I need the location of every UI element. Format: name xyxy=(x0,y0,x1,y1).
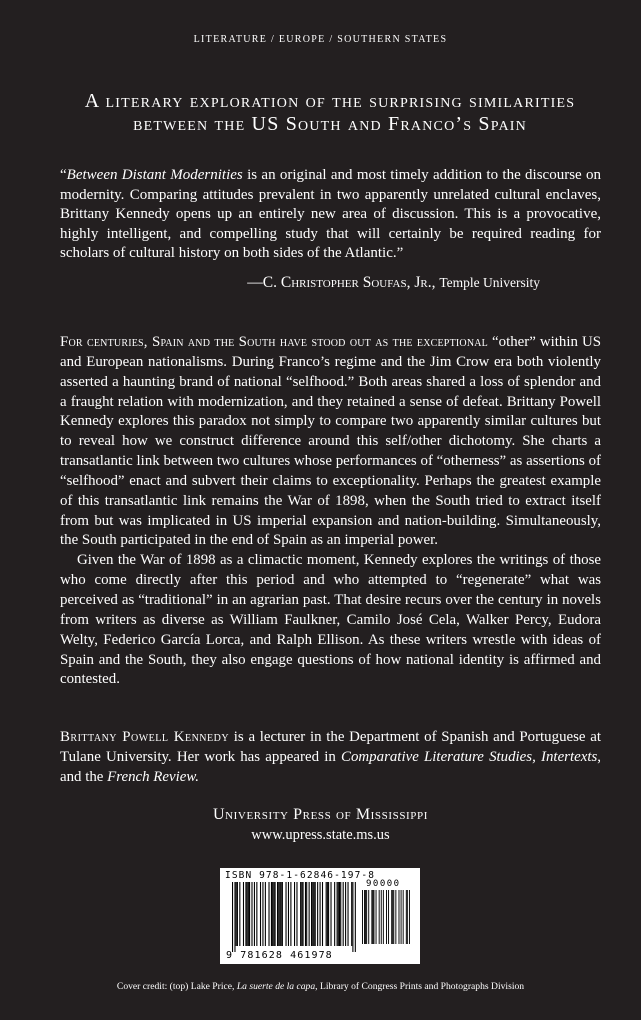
barcode-bar xyxy=(362,890,363,944)
barcode-bar xyxy=(271,882,272,946)
publisher-url: www.upress.state.ms.us xyxy=(251,827,390,843)
barcode-bar xyxy=(254,882,255,946)
barcode-bar xyxy=(340,882,341,946)
barcode-bar xyxy=(262,882,263,946)
barcode-bar xyxy=(338,882,339,946)
barcode-bar xyxy=(379,890,380,944)
publisher-name: University Press of Mississippi xyxy=(212,806,429,823)
headline xyxy=(60,90,600,136)
barcode-bar xyxy=(371,890,372,944)
description-paragraph-1 xyxy=(60,333,601,551)
barcode-bar xyxy=(232,882,233,952)
barcode-bar xyxy=(317,882,318,946)
barcode-bar xyxy=(285,882,286,946)
price-code: 90000 xyxy=(366,879,401,889)
credit-prefix: Cover credit: (top) Lake Price, xyxy=(116,981,237,992)
barcode-bar xyxy=(248,882,249,946)
ean-number: 9 781628 461978 xyxy=(226,950,333,961)
bio-text-2: , and the xyxy=(60,748,601,785)
barcode-bar xyxy=(249,882,250,946)
barcode-bar xyxy=(256,882,257,946)
barcode-bar xyxy=(373,890,374,944)
barcode-bar xyxy=(278,882,279,946)
barcode-bar xyxy=(355,882,356,952)
barcode-bar xyxy=(268,882,269,946)
barcode-bar xyxy=(315,882,316,946)
barcode-bar xyxy=(260,882,261,946)
barcode-bar xyxy=(368,890,369,944)
barcode-bar xyxy=(366,890,367,944)
barcode-bar xyxy=(247,882,248,946)
barcode-bar xyxy=(339,882,340,946)
barcode-bar xyxy=(383,890,384,944)
barcode-bar xyxy=(290,882,291,946)
barcode-bar xyxy=(392,890,393,944)
barcode-bar xyxy=(345,882,346,946)
barcode-bar xyxy=(312,882,313,946)
barcode-bar xyxy=(403,890,404,944)
barcode-bar xyxy=(234,882,235,952)
barcode-bar xyxy=(328,882,329,946)
barcode-bar xyxy=(306,882,307,946)
barcode-bar xyxy=(313,882,314,946)
barcode-bar xyxy=(282,882,283,946)
description-paragraph-2: Given the War of 1898 as a climactic moment, Kennedy explores the writings of those who come directly after this period and who attempted to “regenerate” what was perceived as “traditional” in an agrarian past. That desire recurs over the century in novels from writers as diverse as William Faulkner, Camilo José Cela, Walker Percy, Eudora Welty, Federico García Lorca, and Ralph Ellison. As these writers wrestle with ideas of Spain and the South, they also engage questions of how national identity is affirmed and contested. xyxy=(60,552,601,688)
cover-credit xyxy=(0,981,641,992)
barcode-bar xyxy=(327,882,328,946)
barcode-bar xyxy=(347,882,348,946)
barcode-bar xyxy=(409,890,410,944)
barcode-bar xyxy=(343,882,344,946)
barcode-box xyxy=(220,868,420,964)
barcode-bar xyxy=(251,882,252,946)
barcode-bar xyxy=(391,890,392,944)
barcode-bar xyxy=(352,882,353,952)
bio-journals: Comparative Literature Studies, Intertexts xyxy=(341,748,598,765)
barcode-bar xyxy=(401,890,402,944)
endorser-affiliation: Temple University xyxy=(439,275,540,290)
description-text-1: “other” within US and European nationalisms. During Franco’s regime and the Jim Crow era both violently asserted a haunting brand of national “selfhood.” Both areas shared a loss of splendor and a fraught relation with modernization, and they retained a sense of defeat. Brittany Powell Kennedy explores this paradox not simply to compare two apparently similar cultures but to reveal how we construct difference around this self/other dichotomy. She charts a transatlantic link between two cultures whose performances of “otherness” as assertions of “selfhood” enact and subvert their claims to exceptionality. Perhaps the greatest example of this transatlantic link remains the War of 1898, when the South tried to extract itself from but was implicated in US imperial expansion and nation-building. Simultaneously, the South participated in the end of Spain as an imperial power. xyxy=(60,334,601,549)
barcode-bar xyxy=(265,882,266,946)
category-line: LITERATURE / EUROPE / SOUTHERN STATES xyxy=(193,34,448,45)
barcode-bar xyxy=(296,882,297,946)
barcode-bar xyxy=(245,882,246,946)
barcode-bar xyxy=(330,882,331,946)
addon-barcode xyxy=(362,890,410,950)
barcode-bar xyxy=(320,882,321,946)
barcode-bar xyxy=(334,882,335,946)
barcode-bar xyxy=(386,890,387,944)
headline-line-2: between the US South and Franco’s Spain xyxy=(133,113,527,135)
barcode-bar xyxy=(326,882,327,946)
barcode-bar xyxy=(337,882,338,946)
endorsement-quote: “Between Distant Modernities is an original and most timely addition to the discourse on modernity. Comparing attitudes prevalent in two apparently unrelated cultural enclaves, Brittany Kennedy opens up an entirely new area of discussion. This is a provocative, highly intelligent, and compelling study that will certainly be required reading for scholars of cultural history on both sides of the Atlantic.” xyxy=(60,167,602,262)
barcode-bar xyxy=(406,890,407,944)
barcode-bar xyxy=(376,890,377,944)
bio-text-1: is a lecturer in the Department of Spanish and Portuguese at Tulane University. Her work has appeared in xyxy=(60,729,601,765)
barcode-bar xyxy=(372,890,373,944)
author-name: Brittany Powell Kennedy xyxy=(60,729,230,745)
barcode-bar xyxy=(300,882,301,946)
barcode-bar xyxy=(236,882,237,946)
bio-journal-2: French Review. xyxy=(107,768,199,785)
barcode-bar xyxy=(301,882,302,946)
author-bio xyxy=(60,728,601,788)
barcode-bar xyxy=(351,882,352,946)
book-title: Between Distant Modernities xyxy=(66,167,243,183)
barcode-bar xyxy=(281,882,282,946)
barcode-bar xyxy=(273,882,274,946)
headline-line-1: A literary exploration of the surprising similarities xyxy=(84,90,576,112)
barcode-bar xyxy=(322,882,323,946)
barcode-bar xyxy=(399,890,400,944)
book-description xyxy=(60,333,601,690)
ean-barcode xyxy=(232,882,356,952)
barcode-bar xyxy=(239,882,240,946)
barcode-bar xyxy=(303,882,304,946)
barcode-bar xyxy=(237,882,238,946)
barcode-bar xyxy=(279,882,280,946)
barcode-bar xyxy=(388,890,389,944)
credit-title: La suerte de la capa xyxy=(236,981,316,992)
barcode-bar xyxy=(381,890,382,944)
endorser-name: —C. Christopher Soufas, Jr., xyxy=(247,274,436,291)
barcode-bar xyxy=(393,890,394,944)
barcode-bar xyxy=(243,882,244,946)
endorsement-text: is an original and most timely addition to the discourse on modernity. Comparing attitudes prevalent in two apparently unrelated cultural enclaves, Brittany Kennedy opens up an entirely new area of discussion. This is a provocative, highly intelligent, and compelling study that will certainly be required reading for scholars of cultural history on both sides of the Atlantic.” xyxy=(60,167,602,262)
barcode-bar xyxy=(395,890,396,944)
barcode-bar xyxy=(294,882,295,946)
barcode-bar xyxy=(288,882,289,946)
credit-suffix: , Library of Congress Prints and Photographs Division xyxy=(315,981,525,992)
barcode-bar xyxy=(365,890,366,944)
barcode-bar xyxy=(305,882,306,946)
barcode-bar xyxy=(407,890,408,944)
barcode-bar xyxy=(309,882,310,946)
barcode-bar xyxy=(272,882,273,946)
barcode-bar xyxy=(311,882,312,946)
barcode-bar xyxy=(277,882,278,946)
description-lead-in: For centuries, Spain and the South have stood out as the exceptional xyxy=(60,334,488,350)
barcode-bar xyxy=(275,882,276,946)
barcode-bar xyxy=(364,890,365,944)
isbn-label: ISBN 978-1-62846-197-8 xyxy=(225,870,376,881)
endorsement-attribution xyxy=(60,274,540,292)
